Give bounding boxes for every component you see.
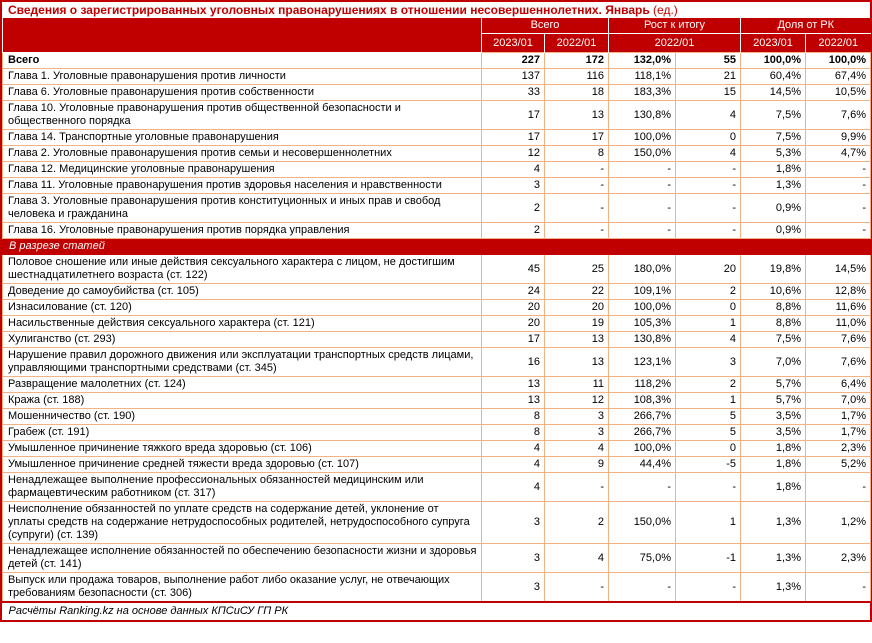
table-row: [3, 101, 871, 130]
cell-total-2022: 25: [545, 255, 609, 284]
header-growth-2022: 2022/01: [609, 34, 741, 53]
table-row: [3, 425, 871, 441]
cell-total-2023: 45: [482, 255, 545, 284]
cell-total-2023: 13: [482, 377, 545, 393]
cell-growth-pct: -: [609, 162, 676, 178]
table-row: [3, 316, 871, 332]
header-group-share: Доля от РК: [741, 18, 871, 34]
cell-total-2023: 12: [482, 146, 545, 162]
cell-share-2022: -: [806, 473, 871, 502]
row-label: Нарушение правил дорожного движения или эксплуатации транспортных средств лицами, управляющими транспортными средствами (ст. 345): [3, 348, 482, 377]
header-total-2022: 2022/01: [545, 34, 609, 53]
header-empty-cell: [3, 18, 482, 53]
cell-total-2022: 116: [545, 69, 609, 85]
table-row: [3, 146, 871, 162]
row-label: Глава 12. Медицинские уголовные правонарушения: [3, 162, 482, 178]
cell-growth-abs: 0: [676, 300, 741, 316]
cell-growth-pct: 183,3%: [609, 85, 676, 101]
table-row: [3, 284, 871, 300]
cell-share-2023: 8,8%: [741, 316, 806, 332]
cell-total-2023: 33: [482, 85, 545, 101]
cell-growth-abs: 21: [676, 69, 741, 85]
table-row: [3, 223, 871, 239]
table-row: [3, 300, 871, 316]
table-row: [3, 457, 871, 473]
cell-share-2023: 1,8%: [741, 441, 806, 457]
row-label: Глава 16. Уголовные правонарушения против порядка управления: [3, 223, 482, 239]
cell-share-2023: 5,3%: [741, 146, 806, 162]
cell-growth-abs: 4: [676, 101, 741, 130]
cell-total-2023: 20: [482, 316, 545, 332]
cell-share-2022: 14,5%: [806, 255, 871, 284]
cell-total-2022: 18: [545, 85, 609, 101]
cell-growth-abs: 4: [676, 146, 741, 162]
cell-total-2022: 19: [545, 316, 609, 332]
cell-growth-abs: 55: [676, 53, 741, 69]
cell-growth-abs: 15: [676, 85, 741, 101]
cell-total-2022: -: [545, 473, 609, 502]
row-label: Всего: [3, 53, 482, 69]
articles-rows: [3, 255, 871, 603]
cell-total-2023: 2: [482, 223, 545, 239]
cell-share-2022: 100,0%: [806, 53, 871, 69]
cell-share-2023: 5,7%: [741, 393, 806, 409]
cell-total-2023: 17: [482, 130, 545, 146]
cell-share-2023: 1,8%: [741, 473, 806, 502]
cell-share-2022: 12,8%: [806, 284, 871, 300]
cell-growth-pct: 100,0%: [609, 441, 676, 457]
cell-total-2022: 11: [545, 377, 609, 393]
row-label: Хулиганство (ст. 293): [3, 332, 482, 348]
row-label: Ненадлежащее исполнение обязанностей по обеспечению безопасности жизни и здоровья детей (ст. 141): [3, 544, 482, 573]
cell-growth-abs: -1: [676, 544, 741, 573]
cell-total-2022: 13: [545, 101, 609, 130]
cell-growth-abs: -5: [676, 457, 741, 473]
cell-growth-pct: -: [609, 573, 676, 603]
cell-share-2023: 7,5%: [741, 101, 806, 130]
cell-growth-abs: 1: [676, 502, 741, 544]
table-row: [3, 178, 871, 194]
cell-growth-abs: 2: [676, 284, 741, 300]
cell-total-2023: 13: [482, 393, 545, 409]
cell-growth-abs: 5: [676, 425, 741, 441]
cell-growth-abs: -: [676, 223, 741, 239]
cell-total-2023: 17: [482, 101, 545, 130]
cell-share-2023: 1,8%: [741, 162, 806, 178]
report-title-text: Сведения о зарегистрированных уголовных правонарушениях в отношении несовершеннолетних. Январь: [8, 3, 650, 17]
cell-growth-abs: -: [676, 473, 741, 502]
cell-share-2023: 3,5%: [741, 409, 806, 425]
row-label: Кража (ст. 188): [3, 393, 482, 409]
cell-total-2022: 3: [545, 425, 609, 441]
cell-share-2022: 1,7%: [806, 409, 871, 425]
table-row: [3, 409, 871, 425]
cell-share-2022: -: [806, 178, 871, 194]
cell-growth-abs: -: [676, 194, 741, 223]
cell-growth-abs: 0: [676, 130, 741, 146]
cell-growth-pct: 100,0%: [609, 300, 676, 316]
header-group-total: Всего: [482, 18, 609, 34]
cell-total-2022: 9: [545, 457, 609, 473]
cell-growth-abs: -: [676, 178, 741, 194]
cell-total-2022: 17: [545, 130, 609, 146]
cell-growth-pct: 150,0%: [609, 146, 676, 162]
cell-total-2022: -: [545, 178, 609, 194]
cell-growth-pct: 180,0%: [609, 255, 676, 284]
cell-share-2023: 0,9%: [741, 223, 806, 239]
cell-total-2023: 17: [482, 332, 545, 348]
cell-total-2023: 4: [482, 457, 545, 473]
cell-share-2023: 3,5%: [741, 425, 806, 441]
cell-total-2023: 2: [482, 194, 545, 223]
cell-growth-abs: 4: [676, 332, 741, 348]
row-label: Глава 2. Уголовные правонарушения против семьи и несовершеннолетних: [3, 146, 482, 162]
cell-total-2022: 8: [545, 146, 609, 162]
cell-share-2023: 7,5%: [741, 130, 806, 146]
table-row: [3, 573, 871, 603]
cell-share-2023: 1,3%: [741, 178, 806, 194]
cell-total-2022: 3: [545, 409, 609, 425]
cell-share-2022: 11,0%: [806, 316, 871, 332]
cell-growth-pct: -: [609, 194, 676, 223]
cell-share-2022: 7,0%: [806, 393, 871, 409]
cell-growth-pct: 123,1%: [609, 348, 676, 377]
cell-share-2023: 100,0%: [741, 53, 806, 69]
row-label: Доведение до самоубийства (ст. 105): [3, 284, 482, 300]
table-row: [3, 332, 871, 348]
cell-share-2022: 11,6%: [806, 300, 871, 316]
section-divider: [3, 239, 871, 255]
cell-total-2022: 20: [545, 300, 609, 316]
cell-share-2022: 1,2%: [806, 502, 871, 544]
cell-share-2022: 2,3%: [806, 441, 871, 457]
cell-total-2022: -: [545, 223, 609, 239]
cell-total-2022: 4: [545, 441, 609, 457]
cell-total-2023: 16: [482, 348, 545, 377]
cell-growth-pct: 105,3%: [609, 316, 676, 332]
cell-growth-pct: 130,8%: [609, 101, 676, 130]
row-label: Глава 10. Уголовные правонарушения против общественной безопасности и общественного порядка: [3, 101, 482, 130]
row-label: Половое сношение или иные действия сексуального характера с лицом, не достигшим шестнадцатилетнего возраста (ст. 122): [3, 255, 482, 284]
cell-share-2023: 1,3%: [741, 544, 806, 573]
cell-total-2023: 227: [482, 53, 545, 69]
table-row: [3, 502, 871, 544]
cell-share-2022: -: [806, 162, 871, 178]
cell-growth-pct: 266,7%: [609, 425, 676, 441]
table-row: [3, 348, 871, 377]
cell-share-2022: 7,6%: [806, 348, 871, 377]
cell-share-2023: 1,3%: [741, 502, 806, 544]
cell-total-2022: -: [545, 194, 609, 223]
report-title: [2, 2, 870, 18]
row-label: Развращение малолетних (ст. 124): [3, 377, 482, 393]
cell-total-2023: 20: [482, 300, 545, 316]
row-label: Умышленное причинение тяжкого вреда здоровью (ст. 106): [3, 441, 482, 457]
cell-growth-abs: -: [676, 162, 741, 178]
table-row: [3, 255, 871, 284]
section-label: В разрезе статей: [3, 239, 871, 255]
table-row: [3, 130, 871, 146]
cell-total-2023: 4: [482, 162, 545, 178]
row-label: Глава 6. Уголовные правонарушения против собственности: [3, 85, 482, 101]
cell-growth-abs: 20: [676, 255, 741, 284]
cell-growth-abs: 0: [676, 441, 741, 457]
cell-share-2023: 60,4%: [741, 69, 806, 85]
cell-total-2022: 172: [545, 53, 609, 69]
cell-share-2022: 7,6%: [806, 101, 871, 130]
cell-share-2023: 10,6%: [741, 284, 806, 300]
row-label: Умышленное причинение средней тяжести вреда здоровью (ст. 107): [3, 457, 482, 473]
row-label: Ненадлежащее выполнение профессиональных обязанностей медицинским или фармацевтическим работником (ст. 317): [3, 473, 482, 502]
cell-share-2022: 7,6%: [806, 332, 871, 348]
cell-growth-abs: -: [676, 573, 741, 603]
table-row: [3, 377, 871, 393]
table-footer: [3, 602, 871, 620]
cell-total-2022: 13: [545, 348, 609, 377]
header-group-growth: Рост к итогу: [609, 18, 741, 34]
cell-growth-pct: 108,3%: [609, 393, 676, 409]
row-label: Неисполнение обязанностей по уплате средств на содержание детей, уклонение от уплаты средств на содержание нетрудоспособных родителей, нетрудоспособного супруга (супруги) (ст. 139): [3, 502, 482, 544]
cell-share-2022: 1,7%: [806, 425, 871, 441]
cell-share-2022: 67,4%: [806, 69, 871, 85]
cell-growth-pct: -: [609, 223, 676, 239]
table-row: [3, 53, 871, 69]
statistics-table: [2, 18, 871, 620]
header-share-2023: 2023/01: [741, 34, 806, 53]
table-row: [3, 393, 871, 409]
cell-total-2023: 4: [482, 473, 545, 502]
cell-share-2023: 5,7%: [741, 377, 806, 393]
cell-share-2023: 0,9%: [741, 194, 806, 223]
row-label: Глава 14. Транспортные уголовные правонарушения: [3, 130, 482, 146]
cell-share-2022: 2,3%: [806, 544, 871, 573]
cell-share-2023: 19,8%: [741, 255, 806, 284]
table-row: [3, 162, 871, 178]
cell-growth-pct: -: [609, 473, 676, 502]
cell-share-2023: 8,8%: [741, 300, 806, 316]
cell-growth-pct: 132,0%: [609, 53, 676, 69]
cell-growth-pct: 44,4%: [609, 457, 676, 473]
cell-growth-pct: -: [609, 178, 676, 194]
table-row: [3, 85, 871, 101]
cell-growth-pct: 75,0%: [609, 544, 676, 573]
cell-share-2022: 9,9%: [806, 130, 871, 146]
cell-growth-pct: 130,8%: [609, 332, 676, 348]
cell-growth-pct: 150,0%: [609, 502, 676, 544]
cell-growth-pct: 109,1%: [609, 284, 676, 300]
cell-share-2022: -: [806, 194, 871, 223]
cell-total-2023: 24: [482, 284, 545, 300]
cell-share-2023: 7,5%: [741, 332, 806, 348]
cell-total-2023: 3: [482, 573, 545, 603]
cell-total-2023: 137: [482, 69, 545, 85]
cell-total-2023: 8: [482, 425, 545, 441]
cell-share-2022: 6,4%: [806, 377, 871, 393]
cell-total-2022: 12: [545, 393, 609, 409]
table-row: [3, 69, 871, 85]
cell-share-2023: 1,3%: [741, 573, 806, 603]
table-row: [3, 473, 871, 502]
cell-growth-abs: 5: [676, 409, 741, 425]
cell-growth-pct: 266,7%: [609, 409, 676, 425]
cell-share-2023: 1,8%: [741, 457, 806, 473]
row-label: Выпуск или продажа товаров, выполнение работ либо оказание услуг, не отвечающих требованиям безопасности (ст. 306): [3, 573, 482, 603]
footer-source-note: Расчёты Ranking.kz на основе данных КПСиСУ ГП РК: [3, 602, 871, 620]
cell-share-2022: 5,2%: [806, 457, 871, 473]
cell-total-2023: 3: [482, 502, 545, 544]
cell-total-2023: 3: [482, 178, 545, 194]
cell-total-2023: 8: [482, 409, 545, 425]
cell-growth-abs: 3: [676, 348, 741, 377]
report-title-unit: (ед.): [649, 3, 678, 17]
table-row: [3, 441, 871, 457]
cell-growth-pct: 118,1%: [609, 69, 676, 85]
cell-total-2022: 22: [545, 284, 609, 300]
cell-share-2022: -: [806, 223, 871, 239]
cell-total-2023: 4: [482, 441, 545, 457]
row-label: Глава 11. Уголовные правонарушения против здоровья населения и нравственности: [3, 178, 482, 194]
cell-growth-pct: 100,0%: [609, 130, 676, 146]
cell-share-2022: -: [806, 573, 871, 603]
chapters-rows: [3, 53, 871, 239]
cell-total-2023: 3: [482, 544, 545, 573]
header-total-2023: 2023/01: [482, 34, 545, 53]
row-label: Глава 1. Уголовные правонарушения против личности: [3, 69, 482, 85]
row-label: Глава 3. Уголовные правонарушения против конституционных и иных прав и свобод человека и гражданина: [3, 194, 482, 223]
table-row: [3, 544, 871, 573]
cell-growth-pct: 118,2%: [609, 377, 676, 393]
cell-total-2022: 4: [545, 544, 609, 573]
cell-share-2023: 7,0%: [741, 348, 806, 377]
header-share-2022: 2022/01: [806, 34, 871, 53]
cell-growth-abs: 2: [676, 377, 741, 393]
cell-growth-abs: 1: [676, 393, 741, 409]
row-label: Насильственные действия сексуального характера (ст. 121): [3, 316, 482, 332]
cell-total-2022: -: [545, 573, 609, 603]
row-label: Мошенничество (ст. 190): [3, 409, 482, 425]
cell-total-2022: 2: [545, 502, 609, 544]
table-row: [3, 194, 871, 223]
cell-share-2022: 10,5%: [806, 85, 871, 101]
row-label: Изнасилование (ст. 120): [3, 300, 482, 316]
cell-total-2022: 13: [545, 332, 609, 348]
cell-share-2023: 14,5%: [741, 85, 806, 101]
cell-total-2022: -: [545, 162, 609, 178]
row-label: Грабеж (ст. 191): [3, 425, 482, 441]
cell-growth-abs: 1: [676, 316, 741, 332]
table-header: [3, 18, 871, 53]
cell-share-2022: 4,7%: [806, 146, 871, 162]
